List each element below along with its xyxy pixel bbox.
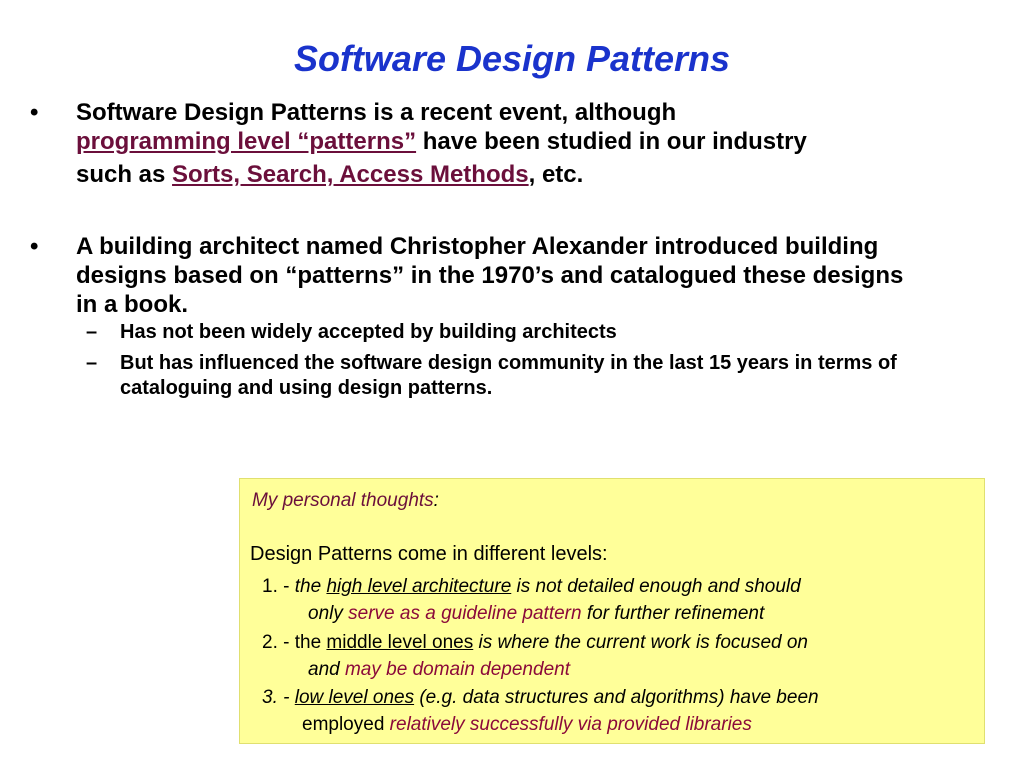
bullet-1-text-cont: have been studied in our industry [416,128,807,155]
item-text: the [294,576,327,597]
item-text: is where the current work is focused on [473,632,808,653]
sub-bullet-2 [86,351,966,401]
item-text: employed [302,714,390,735]
item-text: is not detailed enough and should [511,576,801,597]
sub-bullet-1-text: Has not been widely accepted by building architects [120,321,617,343]
sorts-search-access-link[interactable]: Sorts, Search, Access Methods [172,161,529,188]
item-text: (e.g. data structures and algorithms) have been [414,687,819,708]
item-underlined: low level ones [294,687,415,708]
item-text: for further refinement [581,603,765,624]
bullet-1 [28,98,988,194]
sub-bullet-2-text: But has influenced the software design community in the last 15 years in terms of cataloguing and using design patterns. [120,352,897,399]
item-highlight: serve as a guideline pattern [348,603,582,624]
note-heading-colon: : [433,490,439,511]
bullet-marker: • [30,99,39,126]
bullet-2-text: A building architect named Christopher Alexander introduced building designs based on “patterns” in the 1970’s and catalogued these designs in a book. [76,233,904,318]
sub-bullet-1 [86,320,966,345]
item-highlight: may be domain dependent [344,659,570,680]
level-item-1 [262,573,977,627]
item-number: 1. - [262,576,295,597]
item-number: 2. - the [262,632,327,653]
note-heading [252,487,439,514]
bullet-1-text-prefix: such as [76,161,173,188]
programming-patterns-link[interactable]: programming level “patterns” [76,128,417,155]
item-highlight: relatively successfully via provided libraries [389,714,752,735]
personal-thoughts-box [239,478,985,744]
level-item-3 [262,684,977,738]
item-underlined: middle level ones [326,632,474,653]
bullet-1-text: Software Design Patterns is a recent event, although [76,99,677,126]
item-text: only [308,603,349,624]
note-heading-text: My personal thoughts [252,490,434,511]
level-item-2 [262,629,977,683]
item-number: 3. - [262,687,295,708]
dash-marker: – [86,352,98,374]
dash-marker: – [86,321,98,343]
item-underlined: high level architecture [326,576,512,597]
bullet-marker: • [30,233,39,260]
bullet-1-text-suffix: , etc. [528,161,584,188]
bullet-2 [28,232,988,319]
slide-title: Software Design Patterns [293,38,731,79]
item-text: and [308,659,345,680]
note-intro: Design Patterns come in different levels: [250,543,608,565]
